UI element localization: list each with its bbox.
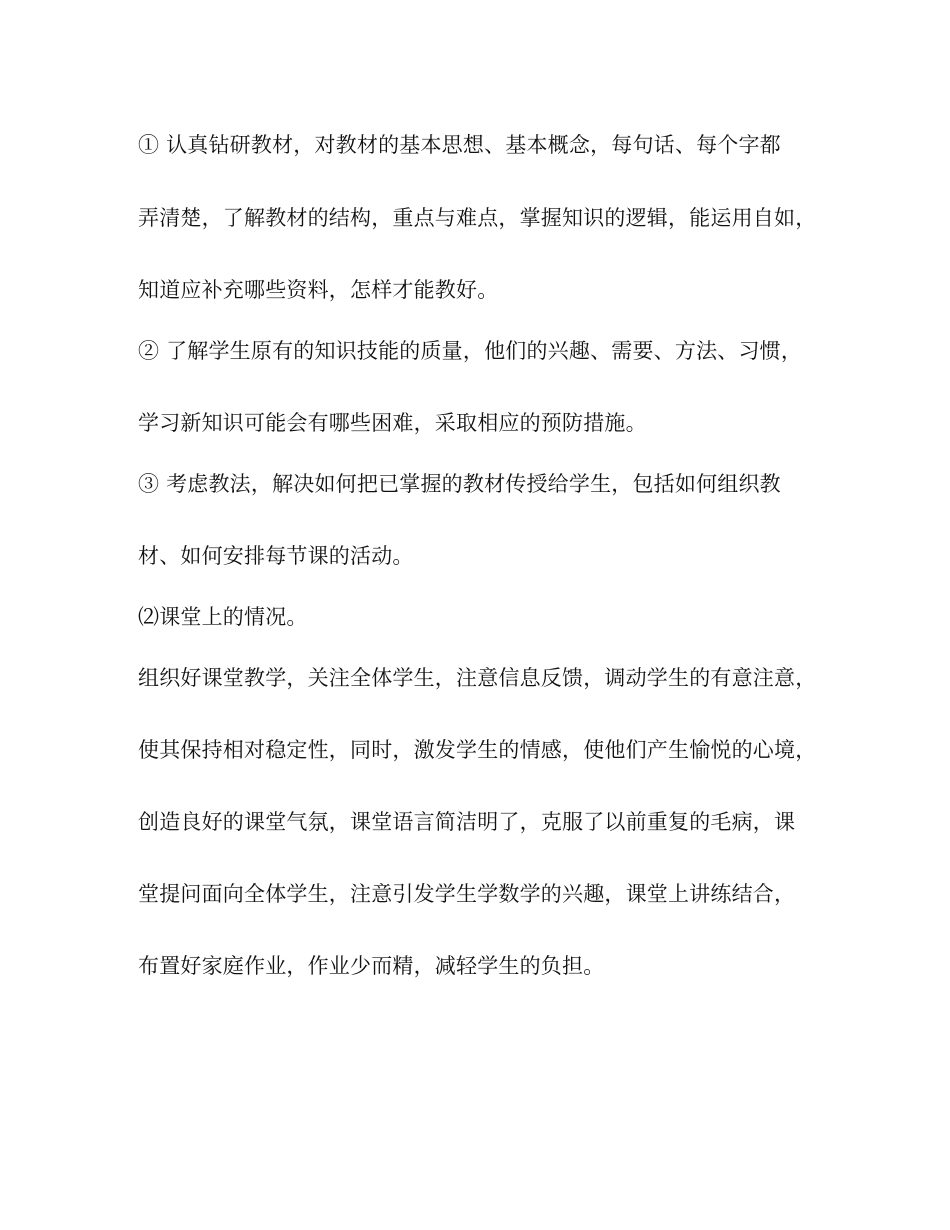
text-line-10: 使其保持相对稳定性，同时，激发学生的情感，使他们产生愉悦的心境， [138, 738, 817, 762]
text-line-13: 布置好家庭作业，作业少而精，减轻学生的负担。 [138, 954, 605, 978]
text-line-5: 学习新知识可能会有哪些困难，采取相应的预防措施。 [138, 411, 647, 435]
text-line-11: 创造良好的课堂气氛，课堂语言简洁明了，克服了以前重复的毛病，课 [138, 810, 796, 834]
section-heading: ⑵课堂上的情况。 [138, 605, 308, 629]
text-line-4: ② 了解学生原有的知识技能的质量，他们的兴趣、需要、方法、习惯， [138, 339, 803, 363]
text-line-7: 材、如何安排每节课的活动。 [138, 544, 414, 568]
text-line-12: 堂提问面向全体学生，注意引发学生学数学的兴趣，课堂上讲练结合， [138, 882, 796, 906]
text-line-3: 知道应补充哪些资料，怎样才能教好。 [138, 278, 499, 302]
text-line-1: ① 认真钻研教材，对教材的基本思想、基本概念，每句话、每个字都 [138, 133, 781, 157]
text-line-9: 组织好课堂教学，关注全体学生，注意信息反馈，调动学生的有意注意， [138, 666, 817, 690]
text-line-6: ③ 考虑教法，解决如何把已掌握的教材传授给学生，包括如何组织教 [138, 472, 781, 496]
text-line-2: 弄清楚，了解教材的结构，重点与难点，掌握知识的逻辑，能运用自如， [138, 206, 817, 230]
